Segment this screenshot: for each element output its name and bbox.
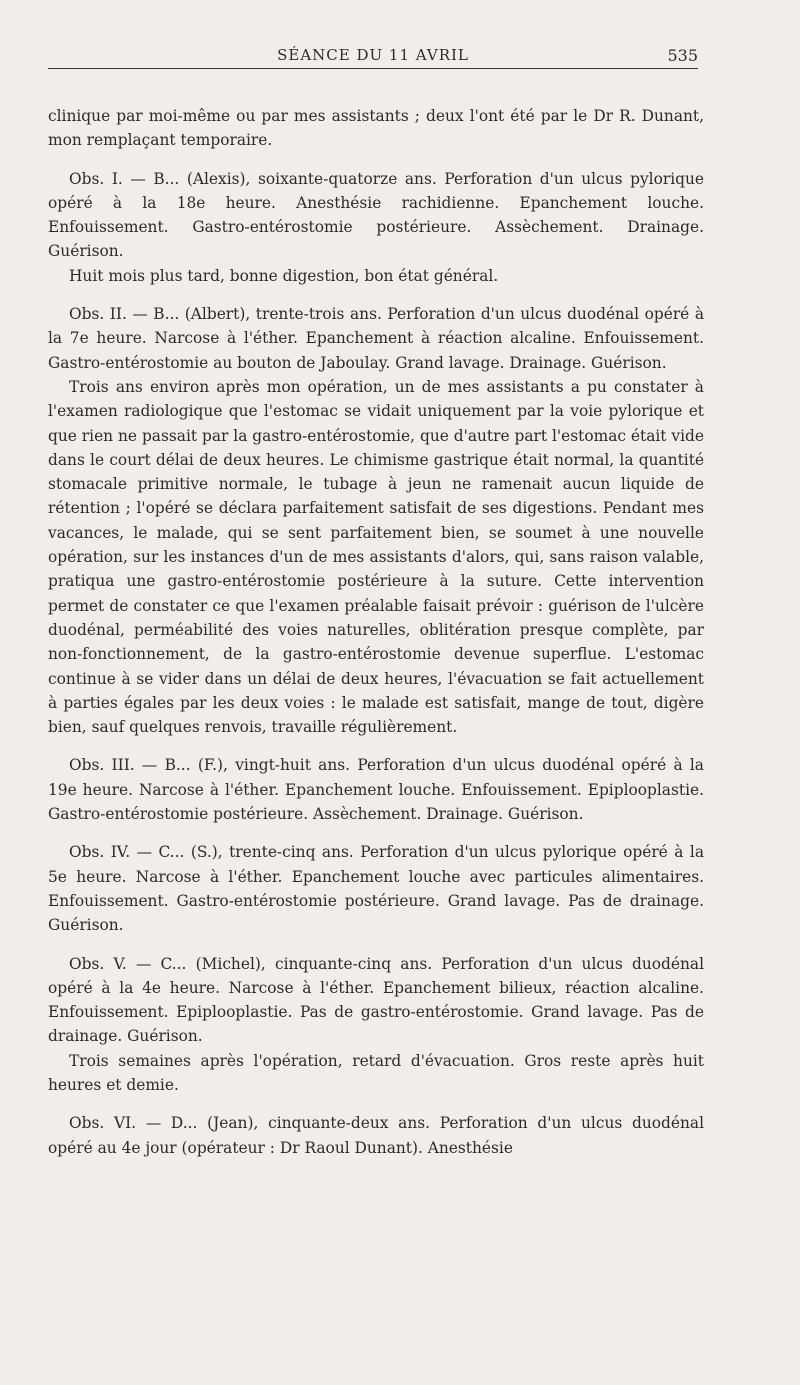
paragraph-obs-5-followup: Trois semaines après l'opération, retard d'évacuation. Gros reste après huit heures et demie. [48, 1051, 704, 1094]
paragraph-obs-4: Obs. IV. — C... (S.), trente-cinq ans. Perforation d'un ulcus pylorique opéré à la 5e heure. Narcose à l'éther. Epanchement louche avec particules alimentaires. Enfouissement. Gastro-entérostomie postérieure. Grand lavage. Pas de drainage. Guérison. [48, 843, 704, 935]
paragraph-obs-1-followup: Huit mois plus tard, bonne digestion, bon état général. [69, 266, 499, 285]
paragraph-obs-1: Obs. I. — B... (Alexis), soixante-quatorze ans. Perforation d'un ulcus pylorique opéré à la 18e heure. Anesthésie rachidienne. Epanchement louche. Enfouissement. Gastro-entérostomie postérieure. Assèchement. Drainage. Guérison. [48, 169, 704, 261]
paragraph-obs-6: Obs. VI. — D... (Jean), cinquante-deux ans. Perforation d'un ulcus duodénal opéré au 4e jour (opérateur : Dr Raoul Dunant). Anesthésie [48, 1114, 704, 1157]
paragraph-obs-2: Obs. II. — B... (Albert), trente-trois ans. Perforation d'un ulcus duodénal opéré à la 7e heure. Narcose à l'éther. Epanchement à réaction alcaline. Enfouissement. Gastro-entérostomie au bouton de Jaboulay. Grand lavage. Drainage. Guérison. [48, 305, 704, 372]
paragraph-obs-2-followup: Trois ans environ après mon opération, un de mes assistants a pu constater à l'examen radiologique que l'estomac se vidait uniquement par la voie pylorique et que rien ne passait par la gastro-entérostomie, que d'autre part l'estomac était vide dans le court délai de deux heures. Le chimisme gastrique était normal, la quantité stomacale primitive normale, le tubage à jeun ne ramenait aucun liquide de rétention ; l'opéré se déclara parfaitement satisfait de ses digestions. Pendant mes vacances, le malade, qui se sent parfaitement bien, se soumet à une nouvelle opération, sur les instances d'un de mes assistants d'alors, qui, sans raison valable, pratiqua une gastro-entérostomie postérieure à la suture. Cette intervention permet de constater ce que l'examen préalable faisait prévoir : guérison de l'ulcère duodénal, perméabilité des voies naturelles, oblitération presque complète, par non-fonctionnement, de la gastro-entérostomie devenue superflue. L'estomac continue à se vider dans un délai de deux heures, l'évacuation se fait actuellement à parties égales par les deux voies : le malade est satisfait, mange de tout, digère bien, sauf quelques renvois, travaille régulièrement. [48, 377, 704, 737]
paragraph-obs-5: Obs. V. — C... (Michel), cinquante-cinq ans. Perforation d'un ulcus duodénal opéré à la 4e heure. Narcose à l'éther. Epanchement bilieux, réaction alcaline. Enfouissement. Epiplooplastie. Pas de gastro-entérostomie. Grand lavage. Pas de drainage. Guérison. [48, 954, 704, 1046]
running-title: SÉANCE DU 11 AVRIL [277, 46, 469, 64]
paragraph-obs-3: Obs. III. — B... (F.), vingt-huit ans. Perforation d'un ulcus duodénal opéré à la 19e heure. Narcose à l'éther. Epanchement louche. Enfouissement. Epiplooplastie. Gastro-entérostomie postérieure. Assèchement. Drainage. Guérison. [48, 756, 704, 824]
body-text [48, 104, 704, 1160]
page-number: 535 [667, 46, 698, 65]
paragraph-continuation: clinique par moi-même ou par mes assistants ; deux l'ont été par le Dr R. Dunant, mon remplaçant temporaire. [48, 107, 704, 150]
page-header [48, 46, 698, 69]
